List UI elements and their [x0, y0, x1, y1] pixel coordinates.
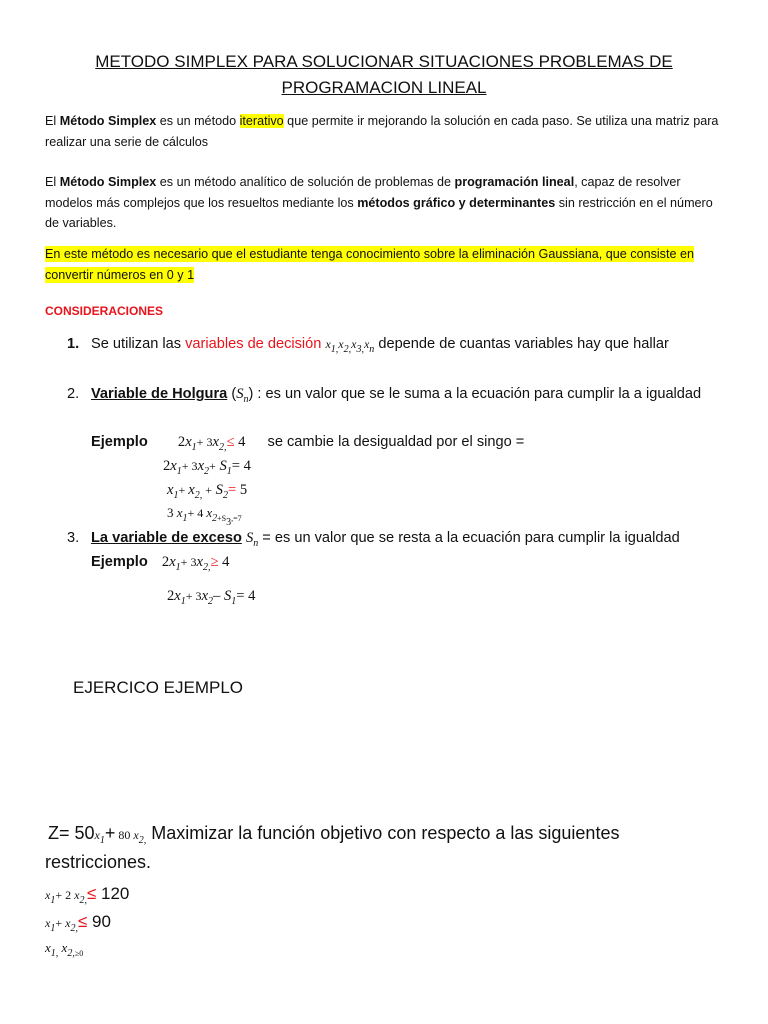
example-label: Ejemplo: [91, 554, 148, 570]
plus-sign: +: [104, 823, 116, 843]
title-line-1: METODO SIMPLEX PARA SOLUCIONAR SITUACIONES PROBLEMAS DE: [95, 52, 673, 71]
slack-equation-2: $x_1+ x_{2,} + S_2= 5$: [167, 482, 248, 501]
highlighted-term: iterativo: [239, 114, 284, 128]
bold-term: métodos gráfico y determinantes: [357, 195, 556, 210]
list-item-text: [91, 527, 731, 549]
text-span: = es un valor que se resta a la ecuación para cumplir la igualdad: [258, 530, 680, 546]
text-span: El: [45, 114, 60, 128]
underlined-term: La variable de exceso: [91, 530, 242, 546]
text-span: es un método analítico de solución de problemas de: [156, 175, 455, 189]
formula: $2x_1+ 3x_{2,}\le 4$: [177, 434, 246, 453]
list-number: 1.: [67, 336, 80, 352]
formula: $x_1$: [94, 828, 105, 846]
considerations-heading: CONSIDERACIONES: [45, 304, 164, 318]
slack-equation-3: 3 $x_1+ 4$ $x_{2+S_3,=7}$: [167, 505, 242, 528]
text-span: El: [45, 175, 60, 189]
highlighted-paragraph: [45, 244, 725, 285]
objective-function: [45, 820, 725, 876]
example-note: se cambie la desigualdad por el singo =: [267, 434, 525, 450]
objective-text: Maximizar la función objetivo con respecto a las siguientes restricciones.: [45, 823, 620, 872]
slack-symbol: $S_n$: [236, 386, 249, 405]
underlined-term: Variable de Holgura: [91, 386, 228, 402]
constraint-value: 90: [92, 912, 111, 931]
example-2-equation: [91, 551, 229, 573]
text-span: , capaz de resolver modelos más complejos que los resueltos mediante los: [45, 175, 681, 210]
example-1-equation: [91, 431, 524, 453]
constraint-3: $x_{1,}$ $x_{2,\ge 0}$: [45, 940, 84, 959]
surplus-equation: $2x_1+ 3x_2-$ $S_1= 4$: [167, 588, 256, 607]
bold-term: programación lineal: [454, 175, 575, 189]
objective-prefix: Z= 50: [48, 823, 95, 843]
variables-formula: $x_{1,}x_{2,}x_{3,}x_n$: [325, 337, 375, 355]
bold-term: Método Simplex: [59, 114, 157, 128]
bold-term: Método Simplex: [59, 175, 157, 189]
text-span: Se utilizan las: [91, 336, 186, 352]
section-title: EJERCICO EJEMPLO: [73, 678, 244, 697]
text-span: ) : es un valor que se le suma a la ecuación para cumplir la a igualdad: [248, 386, 702, 402]
constraint-value: 120: [101, 884, 130, 903]
list-number: 3.: [67, 530, 80, 546]
constraint-2: $x_1+ x_{2,}\le 90$: [45, 912, 111, 934]
text-span: sin restricción en el número de variables.: [45, 195, 713, 230]
list-item-text: [91, 333, 731, 355]
surplus-symbol: $S_n$: [245, 530, 259, 549]
highlighted-text: En este método es necesario que el estudiante tenga conocimiento sobre la eliminación Gaussiana, que consiste en convertir números en 0 y 1: [45, 247, 694, 282]
definition-paragraph: [45, 172, 725, 234]
text-span: (: [227, 386, 237, 402]
text-span: es un método: [156, 114, 240, 128]
text-span: que permite ir mejorando la solución en cada paso. Se utiliza una matriz para realizar una serie de cálculos: [45, 114, 719, 149]
example-label: Ejemplo: [91, 434, 148, 450]
page-title: [40, 49, 728, 101]
list-item-text: [91, 383, 731, 405]
intro-paragraph: [45, 111, 725, 152]
formula: 80 $x_{2,}$: [115, 828, 147, 846]
formula: $2x_1+ 3x_{2,}\ge 4$: [161, 554, 230, 573]
red-term: variables de decisión: [185, 336, 322, 352]
constraint-1: $x_1+ 2$ $x_{2,}\le 120$: [45, 884, 130, 906]
slack-equation-1: $2x_1+ 3x_2+ S_1= 4$: [163, 458, 251, 477]
text-span: depende de cuantas variables hay que hallar: [374, 336, 669, 352]
title-line-2: PROGRAMACION LINEAL: [281, 78, 487, 97]
list-number: 2.: [67, 386, 80, 402]
